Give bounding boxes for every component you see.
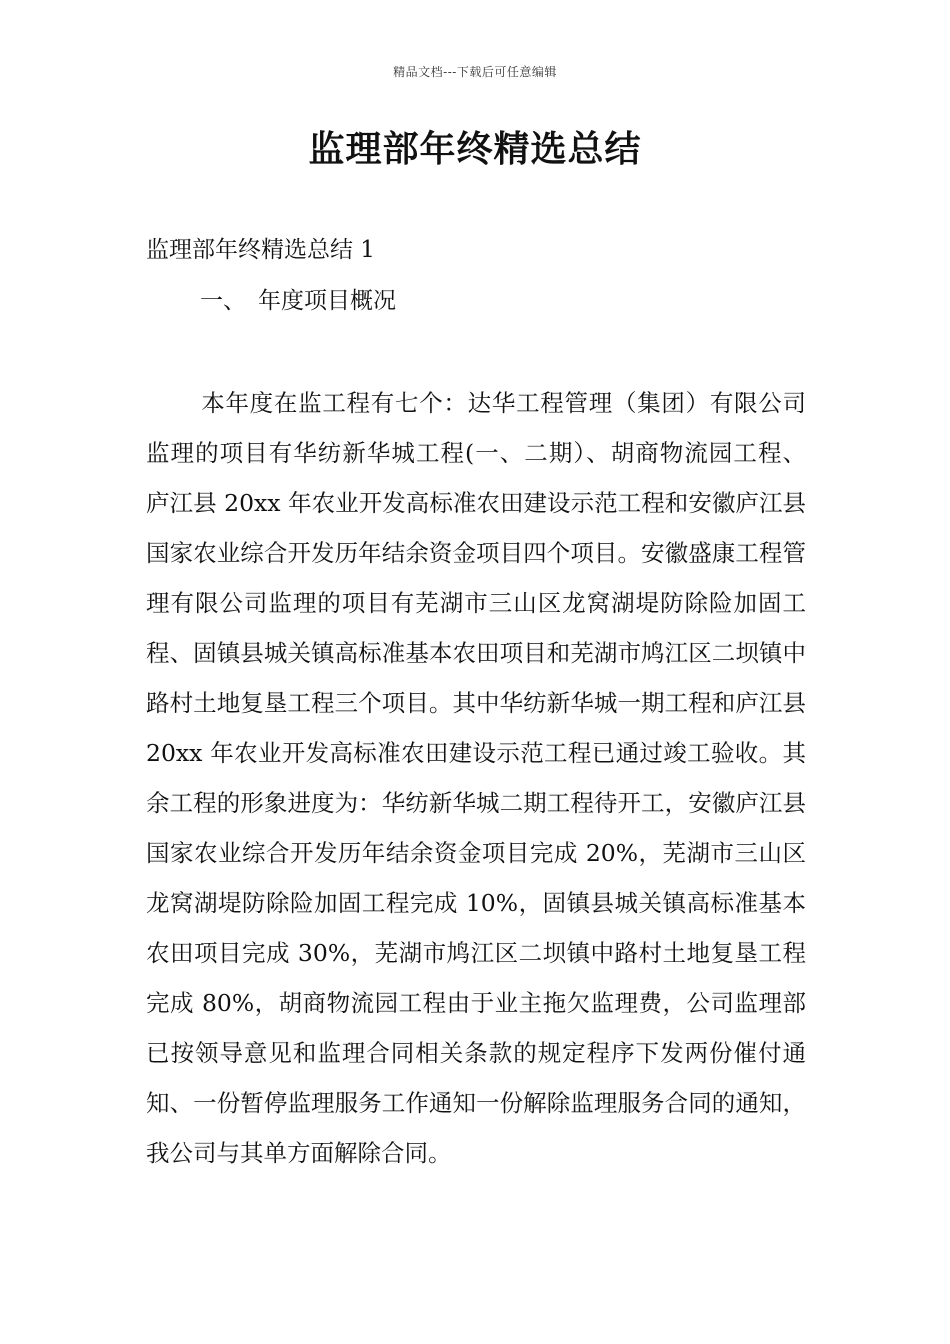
body-paragraph: 本年度在监工程有七个：达华工程管理（集团）有限公司监理的项目有华纺新华城工程(一、二期）、胡商物流园工程、 庐江县 20xx 年农业开发高标准农田建设示范工程和安徽庐江县国家农业综合开发历年结余资金项目四个项目。安徽盛康工程管理有限公司监理的项目有芜湖市三山区龙窝湖堤防除险加固工程、固镇县城关镇高标准基本农田项目和芜湖市鸠江区二坝镇中路村土地复垦工程三个项目。其中华纺新华城一期工程和庐江县 20xx 年农业开发高标准农田建设示范工程已通过竣工验收。其余工程的形象进度为：华纺新华城二期工程待开工，安徽庐江县国家农业综合开发历年结余资金项目完成 20%，芜湖市三山区龙窝湖堤防除险加固工程完成 10%，固镇县城关镇高标准基本农田项目完成 30%，芜湖市鸠江区二坝镇中路村土地复垦工程完成 80%，胡商物流园工程由于业主拖欠监理费，公司监理部已按领导意见和监理合同相关条款的规定程序下发两份催付通知、一份暂停监理服务工作通知一份解除监理服务合同的通知，我公司与其单方面解除合同。	[146, 389, 806, 1167]
section-number: 一、	[200, 288, 246, 314]
section-heading-text: 年度项目概况	[258, 288, 396, 314]
section-heading	[200, 283, 396, 319]
document-title: 监理部年终精选总结	[308, 129, 642, 170]
header-note: 精品文档---下载后可任意编辑	[393, 65, 557, 79]
document-subtitle: 监理部年终精选总结 1	[146, 237, 375, 263]
